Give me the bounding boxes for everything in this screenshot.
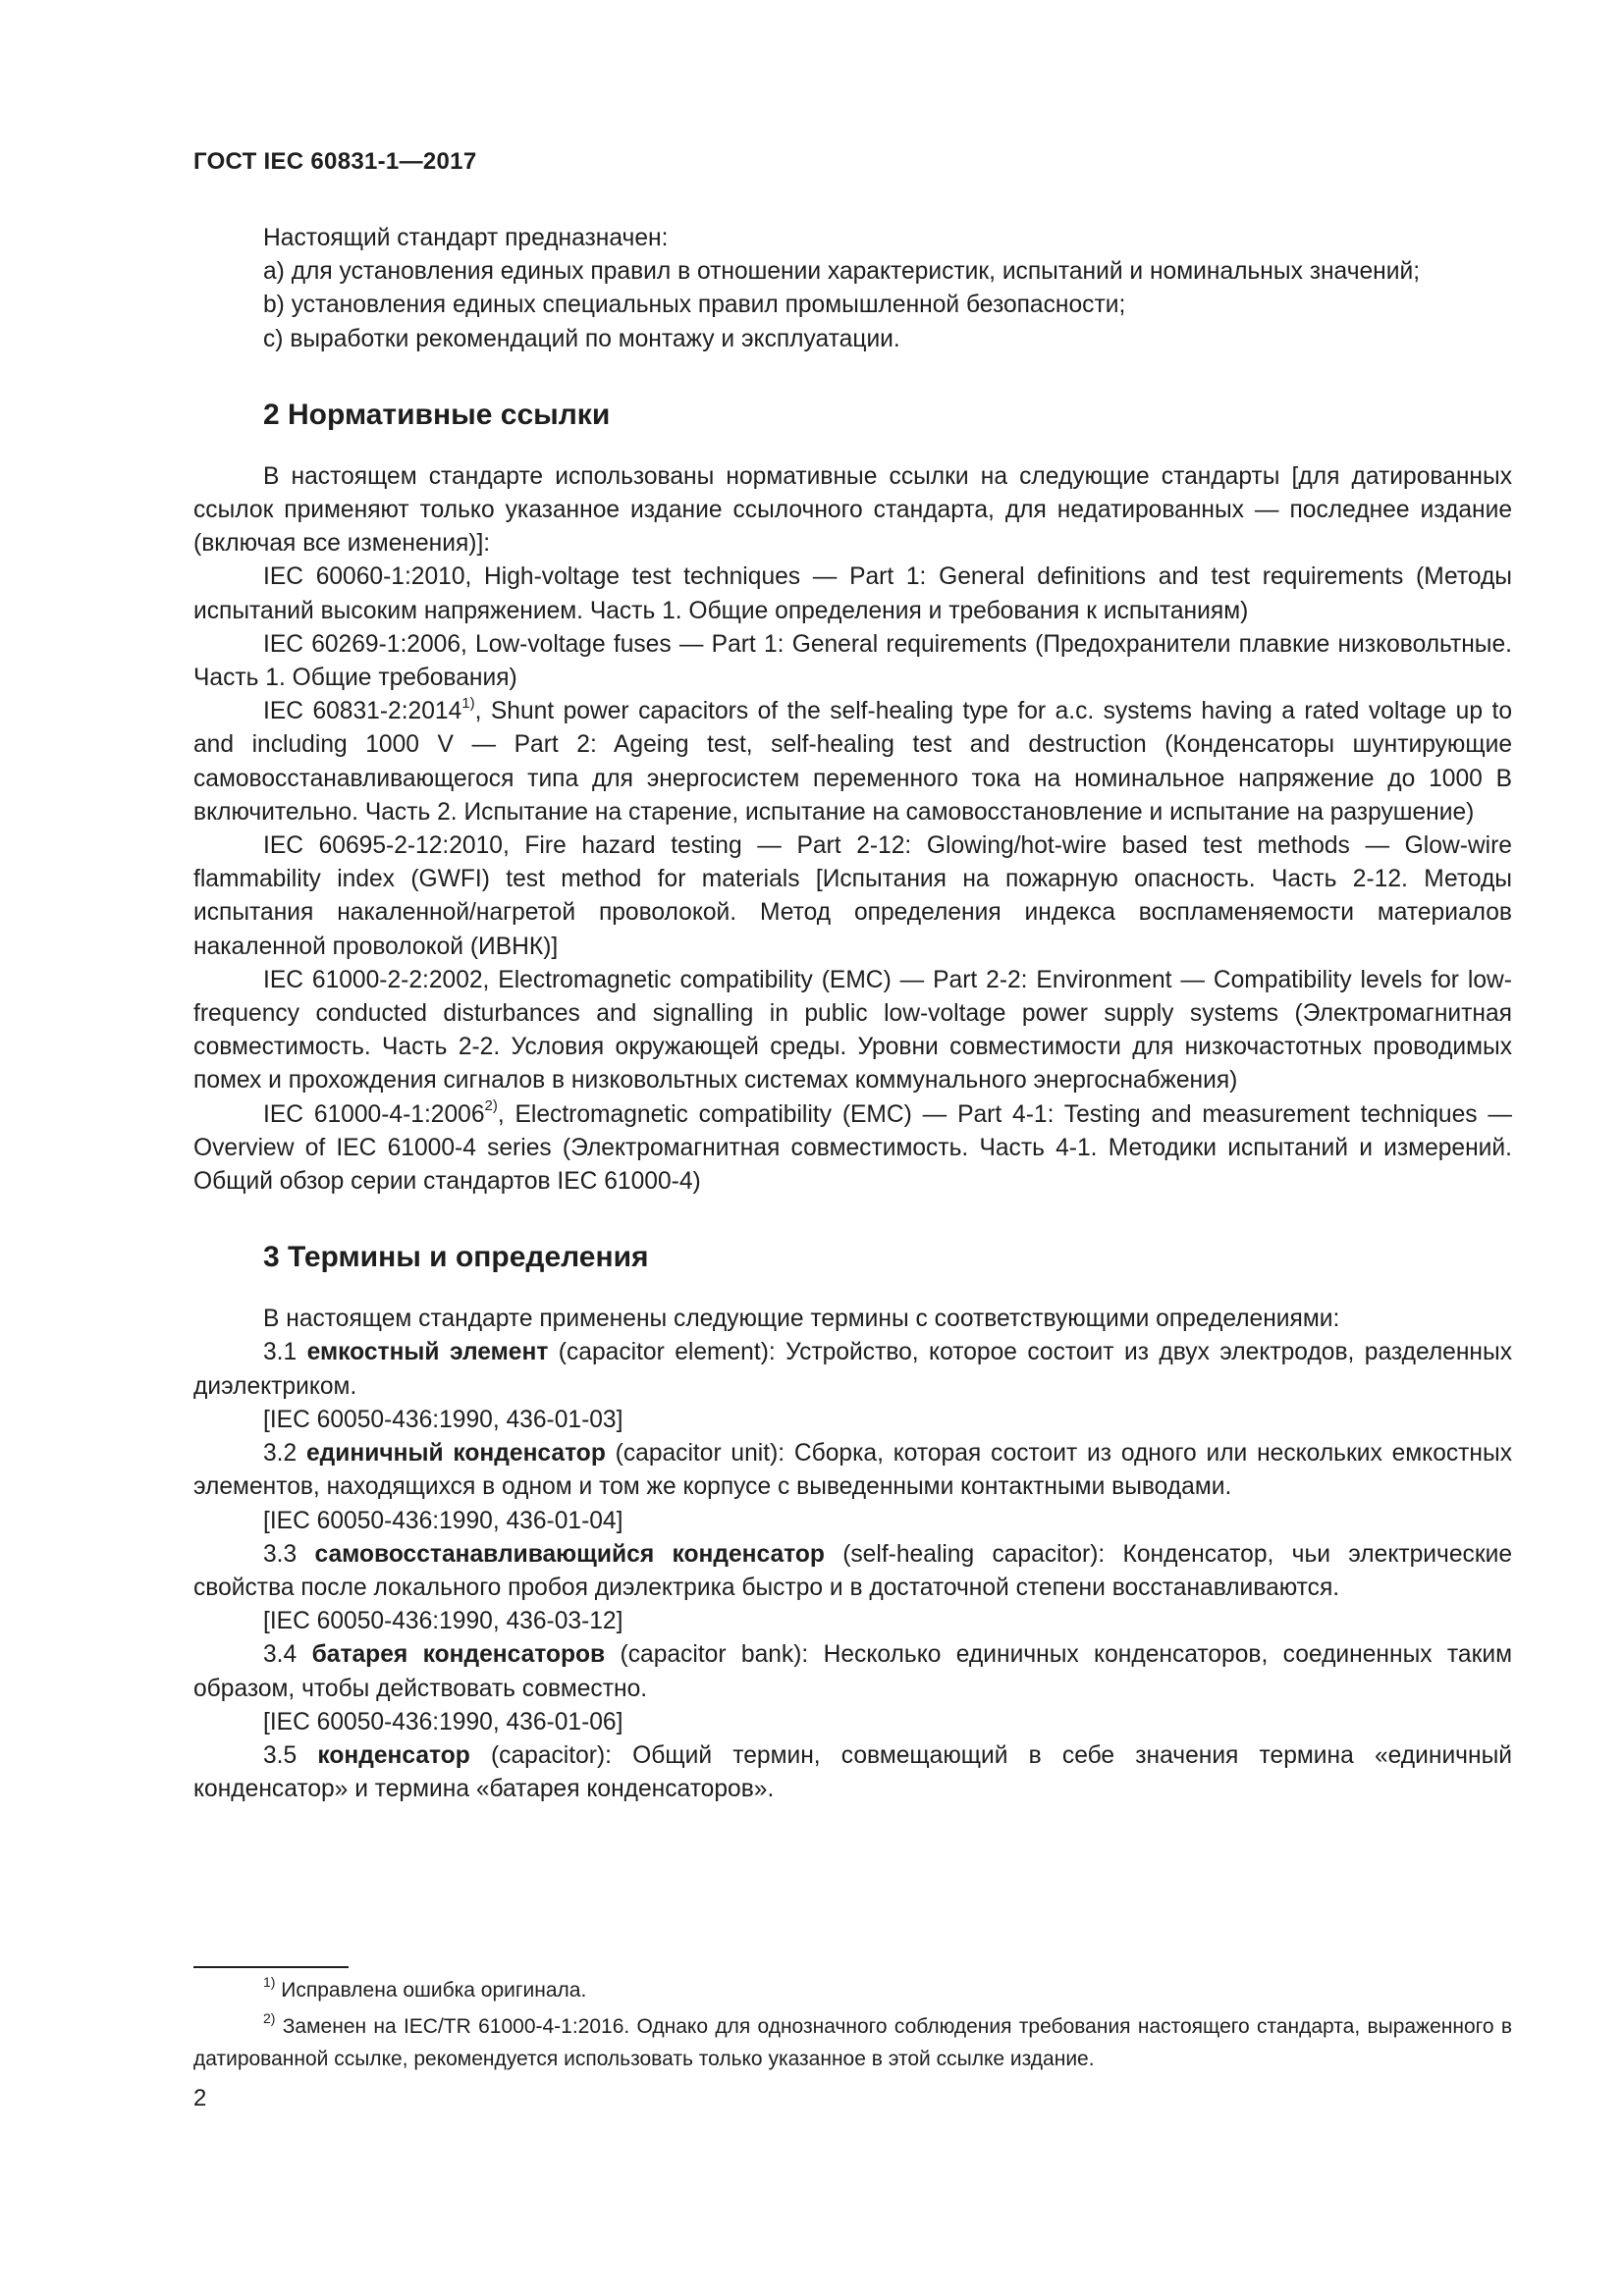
reference-item: IEC 60060-1:2010, High-voltage test techniques — Part 1: General definitions and test requirements (Методы испытаний высоким напряжением. Часть 1. Общие определения и требования к испытаниям) — [193, 563, 1512, 624]
footnote-mark: 2) — [484, 1097, 498, 1115]
term-source: [IEC 60050-436:1990, 436-01-04] — [263, 1507, 623, 1534]
term-text: (self-healing capacitor): Конденсатор, чьи электрические свойства после локального пробоя диэлектрика быстро и в достаточной степени восстанавливаются. — [193, 1540, 1512, 1601]
intro-item-a: a) для установления единых правил в отношении характеристик, испытаний и номинальных значений; — [263, 258, 1421, 286]
term-name: емкостный элемент — [306, 1339, 549, 1366]
reference-item: IEC 61000-2-2:2002, Electromagnetic compatibility (EMC) — Part 2-2: Environment — Compatibility levels for low-frequency conducted disturbances and signalling in public low-voltage power supply systems (Электромагнитная совместимость. Часть 2-2. Условия окружающей среды. Уровни совместимости для низкочастотных проводимых помех и прохождения сигналов в низковольтных системах коммунального энергоснабжения) — [193, 966, 1512, 1095]
term-number: 3.3 — [263, 1540, 298, 1568]
footnote-1 — [193, 1974, 1512, 2006]
term-name: батарея конденсаторов — [311, 1641, 606, 1669]
footnote-mark: 1) — [263, 1974, 276, 1990]
term-name: конденсатор — [317, 1741, 470, 1769]
section-2-intro: В настоящем стандарте использованы нормативные ссылки на следующие стандарты [для датированных ссылок применяют только указанное издание ссылочного стандарта, для недатированных — последнее издание (включая все изменения)]: — [193, 462, 1512, 558]
intro-item-c: c) выработки рекомендаций по монтажу и эксплуатации. — [263, 325, 900, 352]
term-number: 3.1 — [263, 1339, 298, 1366]
term-definition — [193, 1739, 1512, 1806]
footnotes — [193, 1974, 1512, 2075]
footnote-text: Исправлена ошибка оригинала. — [275, 1979, 587, 2002]
footnote-text: Заменен на IEC/TR 61000-4-1:2016. Однако для однозначного соблюдения требования настоящего стандарта, выраженного в датированной ссылке, рекомендуется использовать только указанное в этой ссылке издание. — [193, 2015, 1512, 2070]
footnote-2 — [193, 2010, 1512, 2075]
page-number: 2 — [193, 2085, 207, 2111]
reference-item — [193, 695, 1512, 829]
term-source: [IEC 60050-436:1990, 436-01-03] — [263, 1406, 623, 1433]
document-header: ГОСТ IEC 60831-1—2017 — [193, 148, 477, 175]
page-content — [193, 222, 1512, 1806]
reference-item: IEC 60269-1:2006, Low-voltage fuses — Part 1: General requirements (Предохранители плавкие низковольтные. Часть 1. Общие требования) — [193, 630, 1512, 692]
term-name: единичный конденсатор — [306, 1440, 606, 1468]
intro-item-b: b) установления единых специальных правил промышленной безопасности; — [263, 292, 1126, 319]
footnote-separator — [193, 1966, 349, 1968]
footnote-mark: 2) — [263, 2010, 276, 2026]
intro-lead: Настоящий стандарт предназначен: — [263, 225, 669, 251]
term-number: 3.4 — [263, 1641, 298, 1669]
term-definition — [193, 1638, 1512, 1705]
term-text: (capacitor unit): Сборка, которая состоит из одного или нескольких емкостных элементов, находящихся в одном и том же корпусе с выведенными контактными выводами. — [193, 1440, 1512, 1501]
reference-item: IEC 60695-2-12:2010, Fire hazard testing — Part 2-12: Glowing/hot-wire based test methods — Glow-wire flammability index (GWFI) test method for materials [Испытания на пожарную опасность. Часть 2-12. Методы испытания накаленной/нагретой проволокой. Метод определения индекса воспламеняемости материалов накаленной проволокой (ИВНК)] — [193, 832, 1512, 960]
reference-text: , Shunt power capacitors of the self-healing type for a.c. systems having a rated voltage up to and including 1000 V — Part 2: Ageing test, self-healing test and destruction (Конденсаторы шунтирующие самовосстанавливающегося типа для энергосистем переменного тока на номинальное напряжение до 1000 В включительно. Часть 2. Испытание на старение, испытание на самовосстановление и испытание на разрушение) — [193, 698, 1512, 826]
section-3-heading: 3 Термины и определения — [263, 1241, 649, 1274]
term-text: (capacitor element): Устройство, которое состоит из двух электродов, разделенных диэлектриком. — [193, 1339, 1512, 1400]
term-source: [IEC 60050-436:1990, 436-01-06] — [263, 1708, 623, 1735]
term-source: [IEC 60050-436:1990, 436-03-12] — [263, 1608, 623, 1635]
term-name: самовосстанавливающийся конденсатор — [314, 1540, 825, 1568]
section-2-heading: 2 Нормативные ссылки — [263, 398, 611, 431]
reference-code: IEC 61000-4-1:2006 — [263, 1100, 485, 1128]
term-definition — [193, 1437, 1512, 1504]
section-3-intro: В настоящем стандарте применены следующие термины с соответствующими определениями: — [263, 1306, 1340, 1333]
term-number: 3.5 — [263, 1741, 298, 1769]
reference-item — [193, 1098, 1512, 1200]
term-text: (capacitor): Общий термин, совмещающий в себе значения термина «единичный конденсатор» и термина «батарея конденсаторов». — [193, 1741, 1512, 1803]
footnote-mark: 1) — [461, 695, 475, 713]
reference-code: IEC 60831-2:2014 — [263, 698, 462, 725]
term-definition — [193, 1336, 1512, 1403]
term-definition — [193, 1538, 1512, 1605]
reference-text: , Electromagnetic compatibility (EMC) — Part 4-1: Testing and measurement techniques — Overview of IEC 61000-4 series (Электромагнитная совместимость. Часть 4-1. Методики испытаний и измерений. Общий обзор серии стандартов IEC 61000-4) — [193, 1100, 1512, 1196]
term-number: 3.2 — [263, 1440, 298, 1468]
term-text: (capacitor bank): Несколько единичных конденсаторов, соединенных таким образом, чтобы действовать совместно. — [193, 1641, 1512, 1702]
